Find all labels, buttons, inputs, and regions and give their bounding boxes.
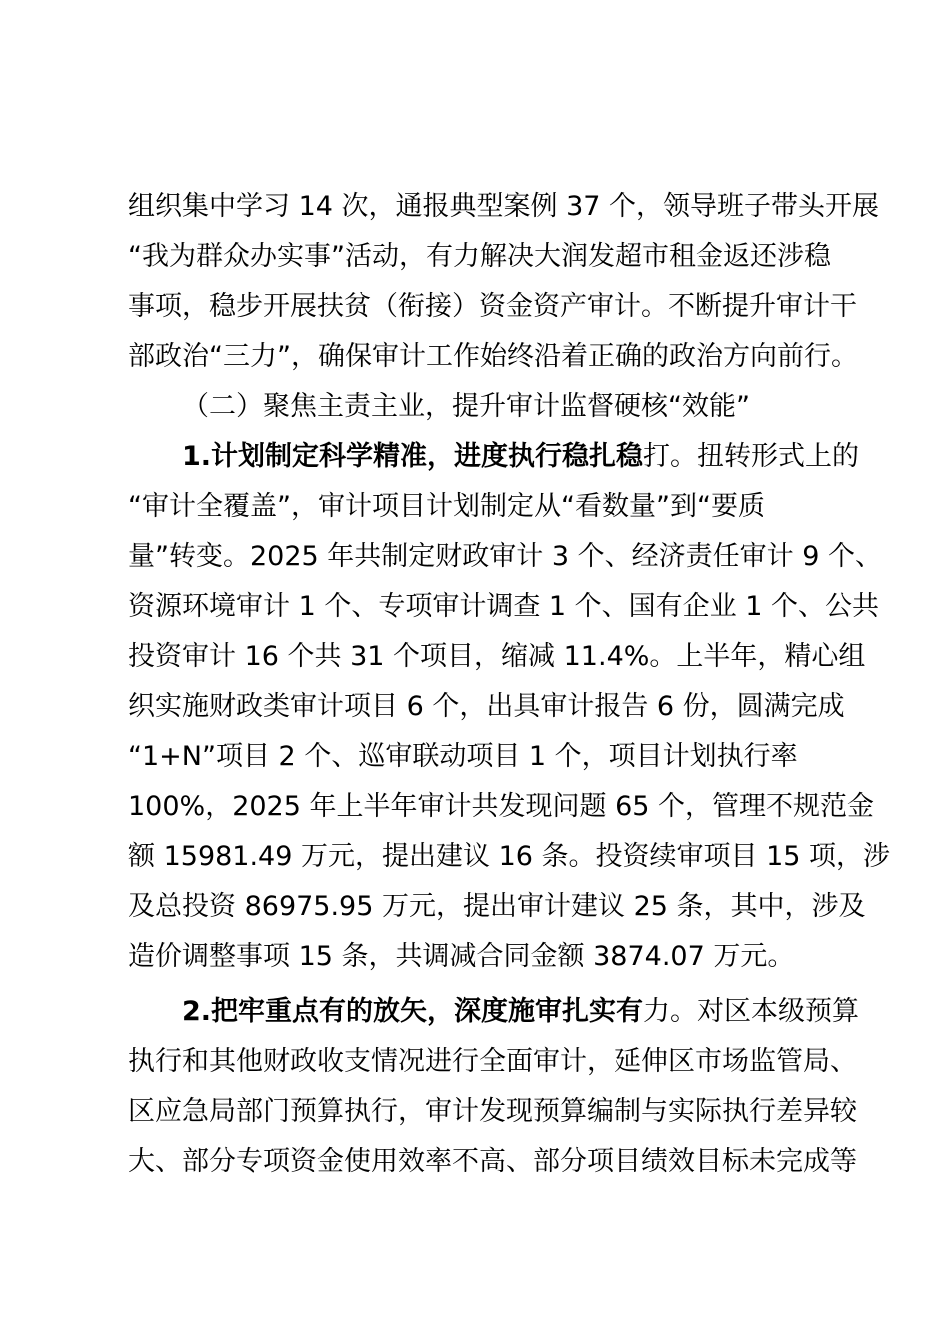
paragraph-line: 大、部分专项资金使用效率不高、部分项目绩效目标未完成等 [128, 1146, 857, 1177]
paragraph-line: 事项，稳步开展扶贫（衔接）资金资产审计。不断提升审计干 [128, 291, 857, 322]
subheading-line [182, 987, 859, 1037]
paragraph-line: 执行和其他财政收支情况进行全面审计，延伸区市场监管局、 [128, 1046, 857, 1077]
paragraph-line: 资源环境审计 1 个、专项审计调查 1 个、国有企业 1 个、公共 [128, 591, 880, 622]
subheading-tail: 打。扭转形式上的 [643, 441, 860, 472]
paragraph-line: 投资审计 16 个共 31 个项目，缩减 11.4%。上半年，精心组 [128, 641, 866, 672]
paragraph-line: 部政治“三力”，确保审计工作始终沿着正确的政治方向前行。 [128, 341, 858, 372]
subheading-line [182, 432, 859, 482]
subheading-bold: 1.计划制定科学精准，进度执行稳扎稳 [182, 441, 644, 472]
paragraph-line: 织实施财政类审计项目 6 个，出具审计报告 6 份，圆满完成 [128, 691, 845, 722]
paragraph-line: “1+N”项目 2 个、巡审联动项目 1 个，项目计划执行率 [128, 741, 798, 772]
paragraph-line: 区应急局部门预算执行，审计发现预算编制与实际执行差异较 [128, 1096, 857, 1127]
subheading-tail: 力。对区本级预算 [643, 996, 860, 1027]
paragraph-line: 额 15981.49 万元，提出建议 16 条。投资续审项目 15 项，涉 [128, 841, 891, 872]
paragraph-line: 100%，2025 年上半年审计共发现问题 65 个，管理不规范金 [128, 791, 875, 822]
section-heading: （二）聚焦主责主业，提升审计监督硬核“效能” [182, 391, 750, 422]
subheading-bold: 2.把牢重点有的放矢，深度施审扎实有 [182, 996, 644, 1027]
paragraph-line: 及总投资 86975.95 万元，提出审计建议 25 条，其中，涉及 [128, 891, 866, 922]
paragraph-line: 造价调整事项 15 条，共调减合同金额 3874.07 万元。 [128, 941, 795, 972]
paragraph-line: “我为群众办实事”活动，有力解决大润发超市租金返还涉稳 [128, 241, 831, 272]
paragraph-line: “审计全覆盖”，审计项目计划制定从“看数量”到“要质 [128, 491, 765, 522]
paragraph-line: 量”转变。2025 年共制定财政审计 3 个、经济责任审计 9 个、 [128, 541, 882, 572]
paragraph-line: 组织集中学习 14 次，通报典型案例 37 个，领导班子带头开展 [128, 191, 880, 222]
